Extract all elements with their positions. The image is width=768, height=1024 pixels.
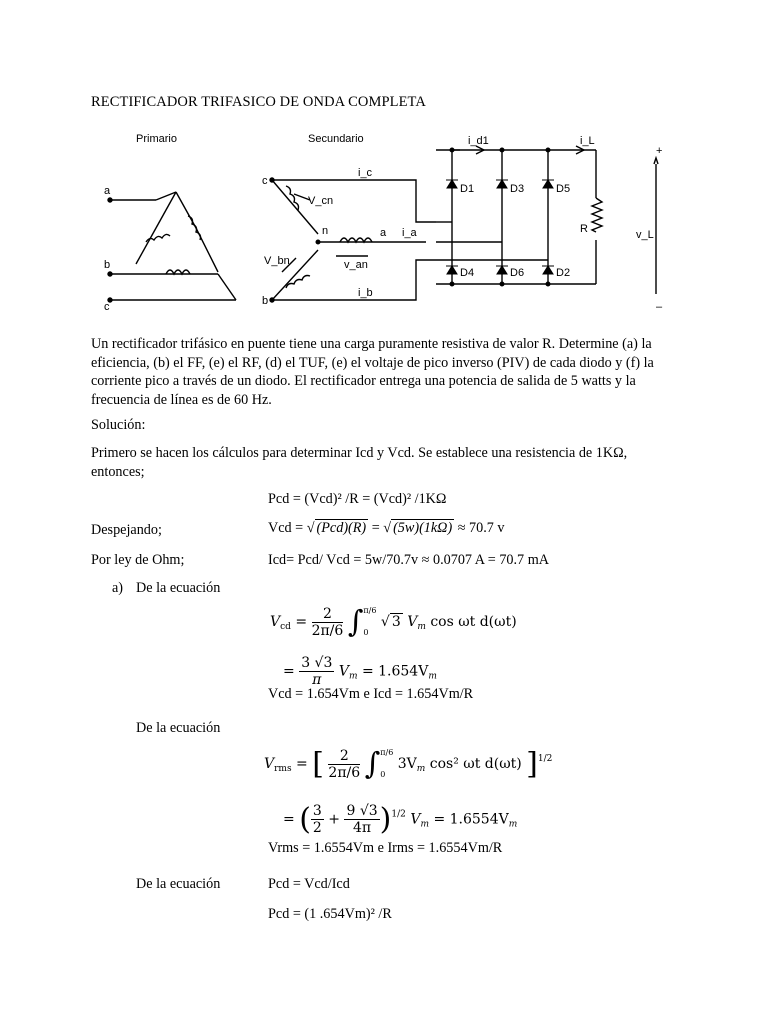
solution-heading: Solución: bbox=[91, 417, 146, 433]
vrms-simplified: = ( $\frac{3}{2}$ + $\frac{9 √3}{4\pi}$ )$^{1/2}$ $V_m = 1.6554V_m$ bbox=[283, 802, 518, 837]
secondary-label: Secundario bbox=[308, 133, 364, 145]
vcd-sqrt-1: (Pcd)(R) bbox=[316, 520, 367, 536]
primary-node-b: b bbox=[104, 259, 111, 271]
voltage-vcn: V_cn bbox=[308, 195, 334, 207]
primary-node-c: c bbox=[104, 301, 110, 313]
vcd-lhs: Vcd = bbox=[268, 520, 307, 536]
current-ia: i_a bbox=[402, 227, 417, 239]
resistor-label: R bbox=[580, 223, 588, 235]
vcd-result-line: Vcd = 1.654Vm e Icd = 1.654Vm/R bbox=[268, 686, 474, 702]
primary-label: Primario bbox=[136, 133, 177, 145]
secondary-node-b: b bbox=[262, 295, 269, 307]
pcd-vcd-icd: Pcd = Vcd/Icd bbox=[268, 876, 350, 892]
load-voltage-label: v_L bbox=[636, 229, 654, 241]
neutral-node: n bbox=[322, 225, 329, 237]
vcd-sqrt-2: (5w)(1kΩ) bbox=[393, 520, 453, 536]
vcd-result: ≈ 70.7 v bbox=[457, 520, 505, 536]
problem-statement: Un rectificador trifásico en puente tiene una carga puramente resistiva de valor R. Determine (a) la eficiencia, (b) el FF, (e) el RF, (d) el TUF, (e) el voltaje de pico inverso (PIV) de cada diodo y (f) la corriente pico a través de un diodo. El rectificador entrega una potencia de salida de 5 watts y la frecuencia de línea es de 60 Hz. bbox=[91, 336, 654, 408]
rectifier-circuit-diagram bbox=[96, 124, 663, 314]
document-title: RECTIFICADOR TRIFASICO DE ONDA COMPLETA bbox=[91, 94, 426, 110]
secondary-node-c: c bbox=[262, 175, 268, 187]
vcd-integral: $V_{cd}$ = $\frac{2}{2\pi/6}$ ∫ π/6 0 √ 3 $V_m$ cos ωt d(ωt) bbox=[270, 604, 517, 640]
intro-line-2: entonces; bbox=[91, 464, 145, 480]
current-ib: i_b bbox=[358, 287, 373, 299]
current-iL: i_L bbox=[580, 135, 595, 147]
pcd-final: Pcd = (1 .654Vm)² /R bbox=[268, 906, 392, 922]
voltage-van: v_an bbox=[344, 259, 368, 271]
icd-equation: Icd= Pcd/ Vcd = 5w/70.7v ≈ 0.0707 A = 70.7 mA bbox=[268, 552, 549, 568]
pcd-equation: Pcd = (Vcd)² /R = (Vcd)² /1KΩ bbox=[268, 491, 447, 507]
diode-D5: D5 bbox=[556, 183, 571, 195]
de-la-ecuacion-3: De la ecuación bbox=[136, 876, 221, 892]
diode-D3: D3 bbox=[510, 183, 525, 195]
voltage-vbn: V_bn bbox=[264, 255, 290, 267]
item-a-label: De la ecuación bbox=[136, 580, 221, 596]
vrms-integral: $V_{rms}$ = [ $\frac{2}{2\pi/6}$ ∫ π/6 0 $3V_m$ cos² ωt d(ωt) ]$^{1/2}$ bbox=[264, 746, 553, 782]
diode-D4: D4 bbox=[460, 267, 475, 279]
secondary-wire-c bbox=[272, 180, 318, 234]
secondary-node-a: a bbox=[380, 227, 387, 239]
ley-ohm-label: Por ley de Ohm; bbox=[91, 552, 185, 568]
minus-sign: – bbox=[656, 301, 663, 313]
primary-left-side bbox=[136, 192, 176, 264]
despejando-label: Despejando; bbox=[91, 522, 162, 538]
plus-sign: + bbox=[656, 145, 663, 157]
vrms-result-line: Vrms = 1.6554Vm e Irms = 1.6554Vm/R bbox=[268, 840, 503, 856]
vcd-simplified: = $\frac{3 √3}{\pi}$ $V_m = 1.654V_m$ bbox=[283, 655, 437, 688]
diode-D6: D6 bbox=[510, 267, 525, 279]
de-la-ecuacion-2: De la ecuación bbox=[136, 720, 221, 736]
item-a-marker: a) bbox=[112, 580, 124, 596]
resistor-R bbox=[592, 198, 602, 232]
intro-line-1: Primero se hacen los cálculos para determinar Icd y Vcd. Se establece una resistencia de 1KΩ, bbox=[91, 445, 628, 461]
current-ic: i_c bbox=[358, 167, 373, 179]
diode-D2: D2 bbox=[556, 267, 571, 279]
primary-node-a: a bbox=[104, 185, 111, 197]
diode-D1: D1 bbox=[460, 183, 475, 195]
vcd-equation: Vcd = √ (Pcd)(R) = √ (5w)(1kΩ) ≈ 70.7 v bbox=[268, 520, 505, 536]
current-id1: i_d1 bbox=[468, 135, 489, 147]
